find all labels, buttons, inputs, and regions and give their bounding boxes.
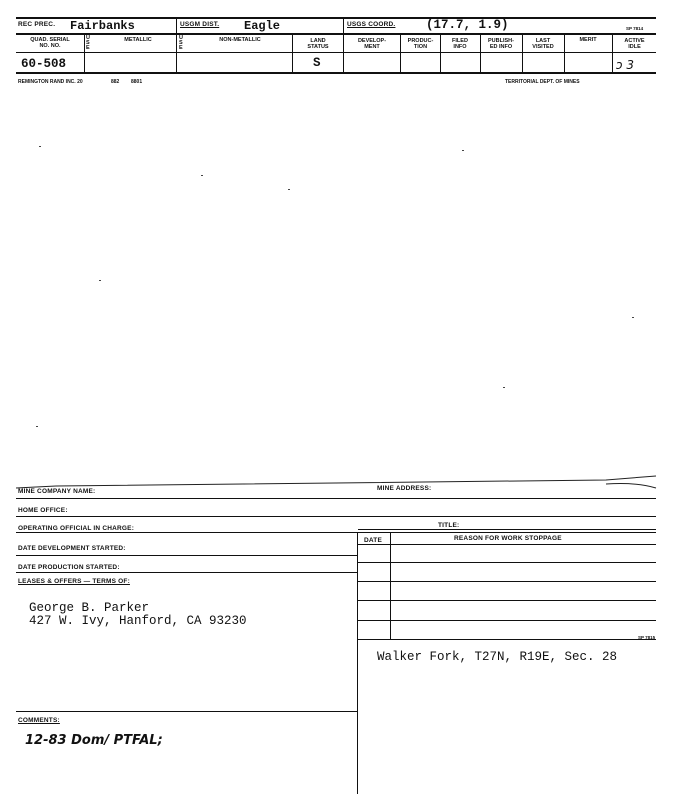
col-merit: MERIT	[579, 37, 597, 43]
usgm-dist-value: Eagle	[244, 19, 281, 33]
speck	[39, 146, 41, 147]
date-production-label: DATE PRODUCTION STARTED:	[18, 564, 120, 571]
col-quad-serial: QUAD. SERIAL NO. NO.	[30, 37, 70, 49]
leases-label: LEASES & OFFERS — TERMS OF:	[18, 578, 130, 585]
speck	[36, 426, 38, 427]
row-bottom-rule	[16, 72, 656, 74]
owner-address: 427 W. Ivy, Hanford, CA 93230	[29, 614, 247, 628]
usgm-dist-label: USGM DIST.	[180, 21, 220, 28]
col-active-idle: ACTIVE IDLE	[624, 38, 645, 50]
divider	[292, 33, 293, 73]
comments-value: 12-83 Dom/ PTFAL;	[25, 733, 163, 748]
home-office-label: HOME OFFICE:	[18, 507, 68, 514]
comments-label: COMMENTS:	[18, 717, 60, 724]
divider	[84, 33, 85, 73]
rule	[357, 639, 656, 640]
operating-official-label: OPERATING OFFICIAL IN CHARGE:	[18, 525, 135, 532]
location: Walker Fork, T27N, R19E, Sec. 28	[377, 650, 618, 664]
col-development: DEVELOP- MENT	[357, 38, 387, 50]
printer-imprint: REMINGTON RAND INC. 20	[18, 79, 83, 85]
col-published-info: PUBLISH- ED INFO	[488, 38, 514, 50]
col-metallic: METALLIC	[124, 37, 152, 43]
col-use-left: U S E	[86, 35, 90, 51]
rule	[357, 600, 656, 601]
speck	[632, 317, 634, 318]
speck	[462, 150, 464, 151]
speck	[99, 280, 101, 281]
date-column-header: DATE	[364, 537, 383, 544]
col-production: PRODUC- TION	[407, 38, 434, 50]
speck	[201, 175, 203, 176]
rule	[357, 581, 656, 582]
rec-prec-value: Fairbanks	[70, 19, 135, 33]
speck	[288, 189, 290, 190]
col-filed-info: FILED INFO	[452, 38, 468, 50]
mine-address-label: MINE ADDRESS:	[377, 485, 432, 492]
divider	[343, 17, 344, 73]
top-edge-curve	[16, 472, 658, 492]
col-land-status: LAND STATUS	[307, 38, 329, 50]
quad-serial-value: 60-508	[21, 57, 67, 71]
rule	[16, 555, 357, 556]
divider	[176, 17, 177, 73]
usgs-coord-label: USGS COORD.	[347, 21, 396, 28]
rule	[357, 562, 656, 563]
land-status-value: S	[313, 56, 321, 70]
rule	[357, 544, 656, 545]
speck	[503, 387, 505, 388]
rule	[357, 620, 656, 621]
usgs-coord-value: (17.7, 1.9)	[426, 18, 509, 32]
header-rule	[16, 33, 656, 35]
rule	[16, 572, 357, 573]
col-non-metallic: NON-METALLIC	[219, 37, 261, 43]
mine-company-label: MINE COMPANY NAME:	[18, 488, 96, 495]
printer-code-1: 882	[111, 79, 120, 85]
rule	[358, 529, 656, 530]
rule	[16, 532, 656, 533]
col-use-right: U S E	[179, 35, 183, 51]
divider	[357, 532, 358, 794]
form-number-2: SP 7815	[638, 635, 656, 640]
rule	[16, 516, 656, 517]
rule	[16, 711, 357, 712]
department-imprint: TERRITORIAL DEPT. OF MINES	[505, 79, 580, 85]
title-label: TITLE:	[438, 522, 460, 529]
date-development-label: DATE DEVELOPMENT STARTED:	[18, 545, 126, 552]
column-rule	[16, 52, 656, 53]
rule	[16, 498, 656, 499]
printer-code-2: 8801	[131, 79, 143, 85]
active-idle-value: ↄ 3	[616, 58, 635, 72]
divider	[390, 532, 391, 639]
owner-name: George B. Parker	[29, 601, 150, 615]
form-number: SP 7814	[626, 26, 644, 31]
col-last-visited: LAST VISITED	[532, 38, 554, 50]
reason-column-header: REASON FOR WORK STOPPAGE	[454, 535, 562, 542]
rec-prec-label: REC PREC.	[18, 21, 56, 28]
